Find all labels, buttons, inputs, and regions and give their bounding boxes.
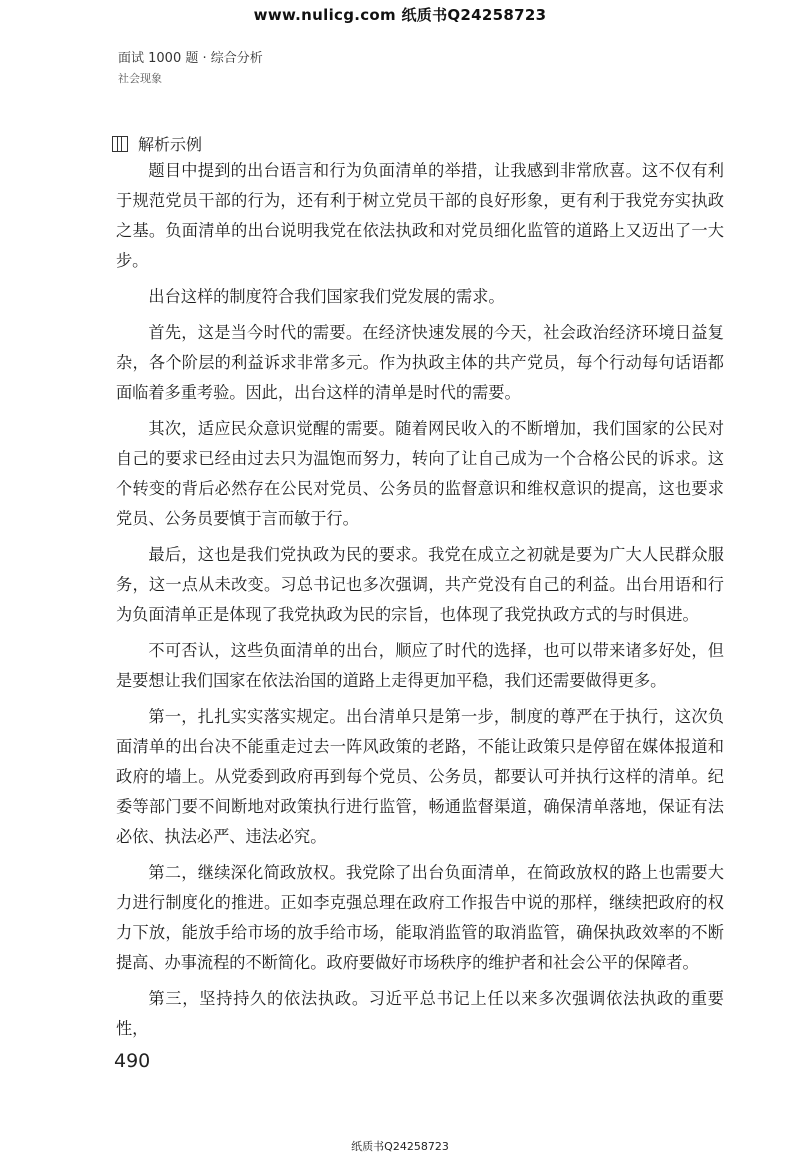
paragraph: 首先，这是当今时代的需要。在经济快速发展的今天，社会政治经济环境日益复杂，各个阶层的利益诉求非常多元。作为执政主体的共产党员，每个行动每句话语都面临着多重考验。因此，出台这样的清单是时代的需要。	[116, 323, 724, 402]
paragraph: 最后，这也是我们党执政为民的要求。我党在成立之初就是要为广大人民群众服务，这一点从未改变。习总书记也多次强调，共产党没有自己的利益。出台用语和行为负面清单正是体现了我党执政为民的宗旨，也体现了我党执政方式的与时俱进。	[116, 545, 724, 624]
paragraph: 其次，适应民众意识觉醒的需要。随着网民收入的不断增加，我们国家的公民对自己的要求已经由过去只为温饱而努力，转向了让自己成为一个合格公民的诉求。这个转变的背后必然存在公民对党员、公务员的监督意识和维权意识的提高，这也要求党员、公务员要慎于言而敏于行。	[116, 419, 724, 528]
body-text	[116, 156, 724, 1050]
paragraph: 题目中提到的出台语言和行为负面清单的举措，让我感到非常欣喜。这不仅有利于规范党员干部的行为，还有利于树立党员干部的良好形象，更有利于我党夯实执政之基。负面清单的出台说明我党在依法执政和对党员细化监管的道路上又迈出了一大步。	[116, 161, 724, 270]
book-title: 面试 1000 题 · 综合分析	[118, 51, 263, 66]
chapter-subtitle: 社会现象	[118, 72, 162, 85]
paragraph: 第三，坚持持久的依法执政。习近平总书记上任以来多次强调依法执政的重要性，	[116, 989, 724, 1038]
section-heading-text: 解析示例	[138, 135, 203, 154]
running-header	[118, 49, 263, 89]
paragraph: 第二，继续深化简政放权。我党除了出台负面清单，在简政放权的路上也需要大力进行制度化的推进。正如李克强总理在政府工作报告中说的那样，继续把政府的权力下放，能放手给市场的放手给市场，能取消监管的取消监管，确保执政效率的不断提高、办事流程的不断简化。政府要做好市场秩序的维护者和社会公平的保障者。	[116, 863, 724, 972]
document-icon	[112, 136, 128, 152]
watermark-banner-bottom: 纸质书Q24258723	[351, 1140, 449, 1153]
page-number: 490	[114, 1050, 151, 1072]
paragraph: 出台这样的制度符合我们国家我们党发展的需求。	[148, 287, 505, 306]
paragraph: 第一，扎扎实实落实规定。出台清单只是第一步，制度的尊严在于执行，这次负面清单的出台决不能重走过去一阵风政策的老路，不能让政策只是停留在媒体报道和政府的墙上。从党委到政府再到每个党员、公务员，都要认可并执行这样的清单。纪委等部门要不间断地对政策执行进行监管，畅通监督渠道，确保清单落地，保证有法必依、执法必严、违法必究。	[116, 707, 724, 846]
section-heading	[112, 132, 202, 155]
paragraph: 不可否认，这些负面清单的出台，顺应了时代的选择，也可以带来诸多好处，但是要想让我们国家在依法治国的道路上走得更加平稳，我们还需要做得更多。	[116, 641, 724, 690]
watermark-banner-top: www.nulicg.com 纸质书Q24258723	[253, 6, 547, 24]
